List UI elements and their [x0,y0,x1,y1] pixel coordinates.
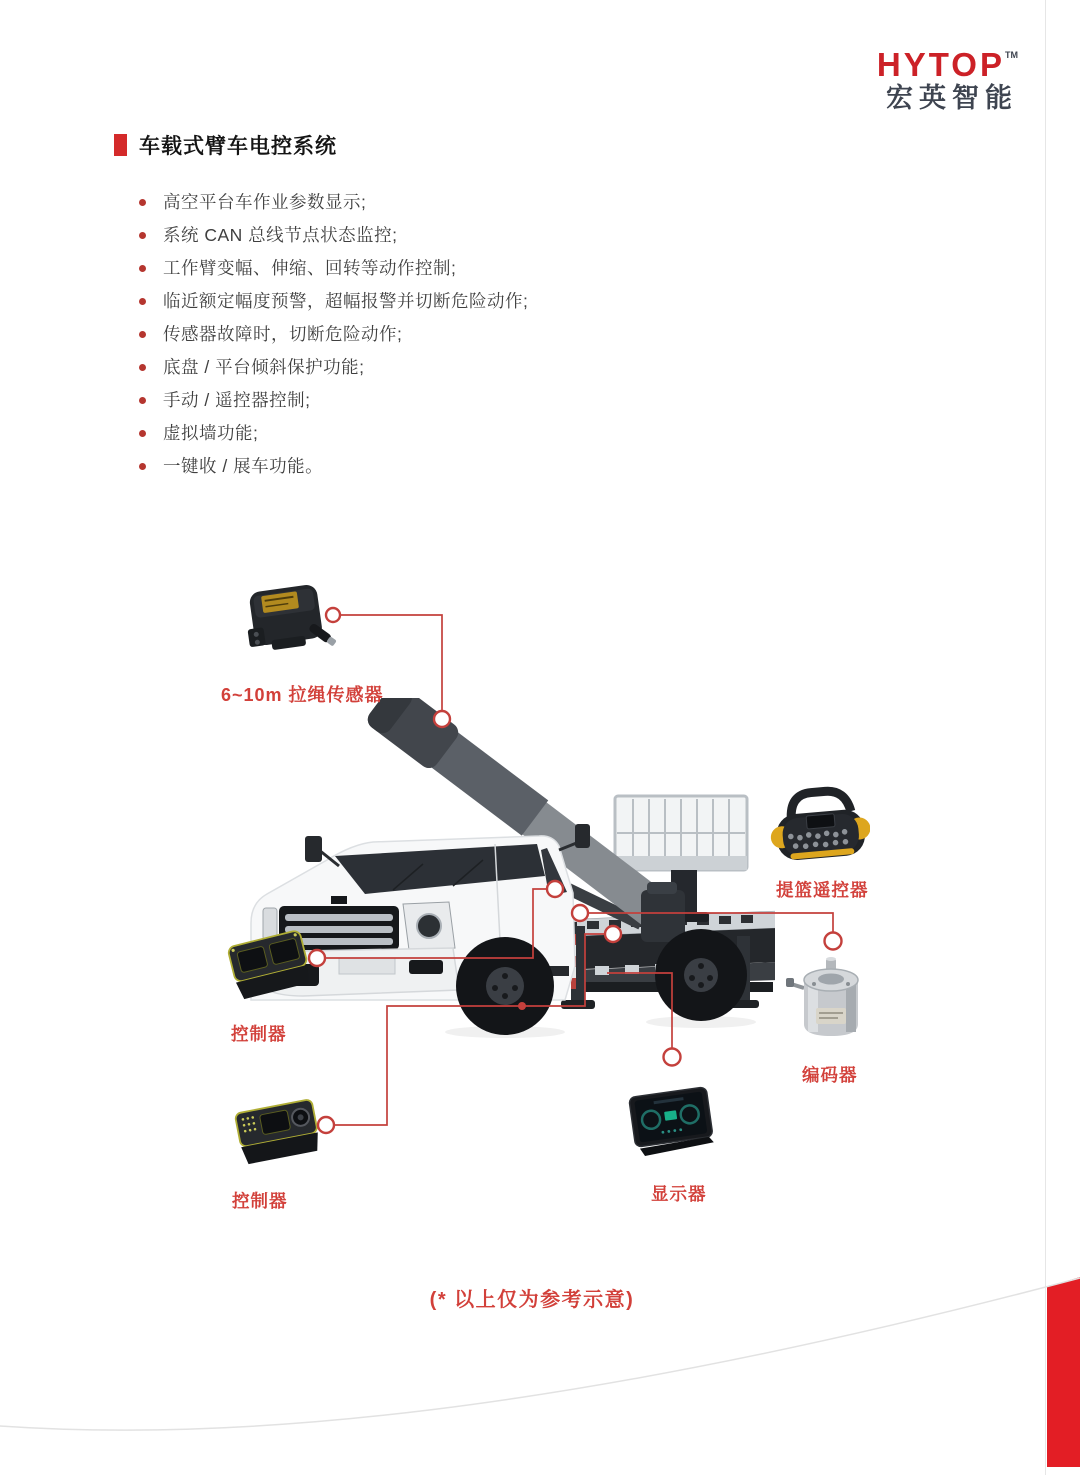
aerial-platform-truck-image [243,698,775,1046]
logo [877,48,1018,112]
label-rope-sensor: 6~10m 拉绳传感器 [221,685,384,705]
feature-item: 高空平台车作业参数显示; [163,186,528,219]
footnote: (* 以上仅为参考示意) [429,1289,635,1311]
logo-brand-text: HYTOP [876,46,1005,83]
label-display: 显示器 [651,1184,707,1204]
controller-bottom-image [230,1086,324,1168]
display-image [626,1086,716,1156]
label-controller-bottom: 控制器 [232,1191,288,1211]
feature-item: 工作臂变幅、伸缩、回转等动作控制; [163,252,528,285]
connector-node [825,933,842,950]
controller-top-image [222,922,316,1002]
connector-node [664,1049,681,1066]
feature-item: 临近额定幅度预警，超幅报警并切断危险动作; [163,285,528,318]
feature-item: 一键收 / 展车功能。 [163,450,528,483]
label-basket-remote: 提篮遥控器 [776,880,869,900]
feature-item: 系统 CAN 总线节点状态监控; [163,219,528,252]
feature-item: 手动 / 遥控器控制; [163,384,528,417]
encoder-image [786,956,874,1042]
feature-item: 传感器故障时，切断危险动作; [163,318,528,351]
rope-sensor-image [238,580,342,662]
feature-item: 底盘 / 平台倾斜保护功能; [163,351,528,384]
page-edge-line [1045,0,1046,1475]
logo-subtitle: 宏英智能 [886,83,1018,113]
red-corner-wedge [1047,1277,1080,1467]
title-marker [114,134,127,156]
feature-item: 虚拟墙功能; [163,417,528,450]
sweep-curve [0,1278,1080,1430]
logo-tm-mark: TM [1005,50,1018,60]
label-encoder: 编码器 [802,1065,858,1085]
basket-remote-image [768,784,870,864]
page-title: 车载式臂车电控系统 [139,135,337,158]
feature-list [163,186,528,483]
label-controller-top: 控制器 [231,1024,287,1044]
bottom-decoration [0,1270,1080,1475]
logo-wordmark [877,48,1018,81]
section-title [114,130,337,160]
